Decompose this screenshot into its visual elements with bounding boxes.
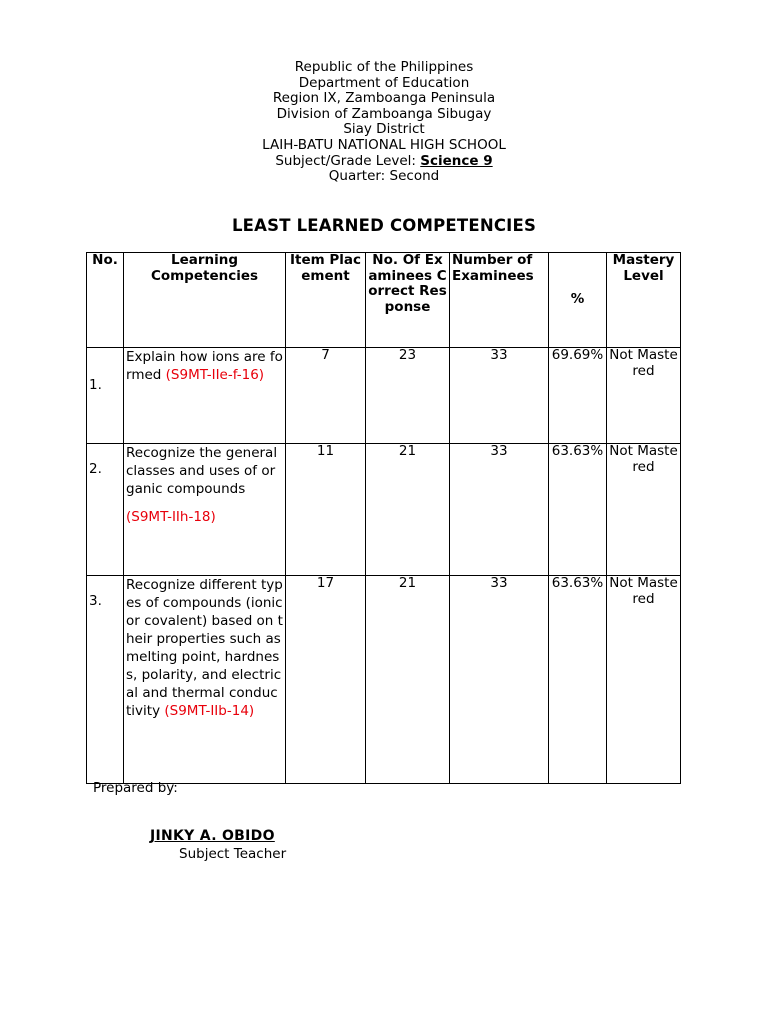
header-division: Division of Zamboanga Sibugay bbox=[276, 105, 492, 122]
item-placement-cell: 17 bbox=[286, 576, 366, 784]
header-region: Region IX, Zamboanga Peninsula bbox=[272, 90, 496, 107]
header-subject bbox=[0, 154, 768, 170]
competency-cell bbox=[124, 576, 286, 784]
prepared-by-label: Prepared by: bbox=[93, 780, 178, 796]
header-department: Department of Education bbox=[298, 74, 470, 91]
competency-text: Explain how ions are formed bbox=[126, 349, 283, 383]
examinees-cell: 33 bbox=[450, 576, 549, 784]
header-quarter: Quarter: Second bbox=[328, 168, 440, 185]
row-number: 3. bbox=[87, 576, 124, 784]
header-district: Siay District bbox=[343, 121, 425, 138]
header-percent: % bbox=[549, 253, 607, 348]
row-number: 1. bbox=[87, 348, 124, 444]
competency-text: Recognize different types of compounds (ionic or covalent) based on their properties such as melting point, hardness, polarity, and electrical and thermal conductivity bbox=[126, 577, 283, 719]
examinees-cell: 33 bbox=[450, 348, 549, 444]
mastery-cell: Not Mastered bbox=[607, 444, 681, 576]
table-row bbox=[87, 576, 681, 784]
header-no: No. bbox=[87, 253, 124, 348]
header-item-placement: Item Placement bbox=[286, 253, 366, 348]
table-row bbox=[87, 348, 681, 444]
competency-code: (S9MT-IIe-f-16) bbox=[165, 367, 265, 383]
header-correct-response: No. Of Examinees Correct Response bbox=[366, 253, 450, 348]
row-number: 2. bbox=[87, 444, 124, 576]
percent-cell: 69.69% bbox=[549, 348, 607, 444]
correct-response-cell: 21 bbox=[366, 576, 450, 784]
percent-cell: 63.63% bbox=[549, 576, 607, 784]
competency-code: (S9MT-IIh-18) bbox=[126, 509, 216, 525]
competency-code: (S9MT-IIb-14) bbox=[164, 703, 255, 719]
header-number-of-examinees: Number of Examinees bbox=[450, 253, 549, 348]
subject-label: Subject/Grade Level: bbox=[275, 152, 421, 169]
competency-cell bbox=[124, 444, 286, 576]
signer-role: Subject Teacher bbox=[179, 846, 287, 862]
item-placement-cell: 11 bbox=[286, 444, 366, 576]
document-header bbox=[0, 60, 768, 185]
mastery-cell: Not Mastered bbox=[607, 576, 681, 784]
signer-name: JINKY A. OBIDO bbox=[150, 828, 275, 844]
table-row bbox=[87, 444, 681, 576]
percent-cell: 63.63% bbox=[549, 444, 607, 576]
item-placement-cell: 7 bbox=[286, 348, 366, 444]
competency-cell bbox=[124, 348, 286, 444]
table-header-row bbox=[87, 253, 681, 348]
page-title: LEAST LEARNED COMPETENCIES bbox=[231, 216, 537, 235]
header-mastery-level: Mastery Level bbox=[607, 253, 681, 348]
subject-value: Science 9 bbox=[420, 152, 493, 169]
examinees-cell: 33 bbox=[450, 444, 549, 576]
correct-response-cell: 23 bbox=[366, 348, 450, 444]
header-school: LAIH-BATU NATIONAL HIGH SCHOOL bbox=[262, 136, 506, 153]
header-competencies: Learning Competencies bbox=[124, 253, 286, 348]
competencies-table bbox=[86, 252, 681, 784]
correct-response-cell: 21 bbox=[366, 444, 450, 576]
competency-text: Recognize the general classes and uses of organic compounds bbox=[126, 445, 278, 497]
header-republic: Republic of the Philippines bbox=[294, 59, 474, 75]
mastery-cell: Not Mastered bbox=[607, 348, 681, 444]
